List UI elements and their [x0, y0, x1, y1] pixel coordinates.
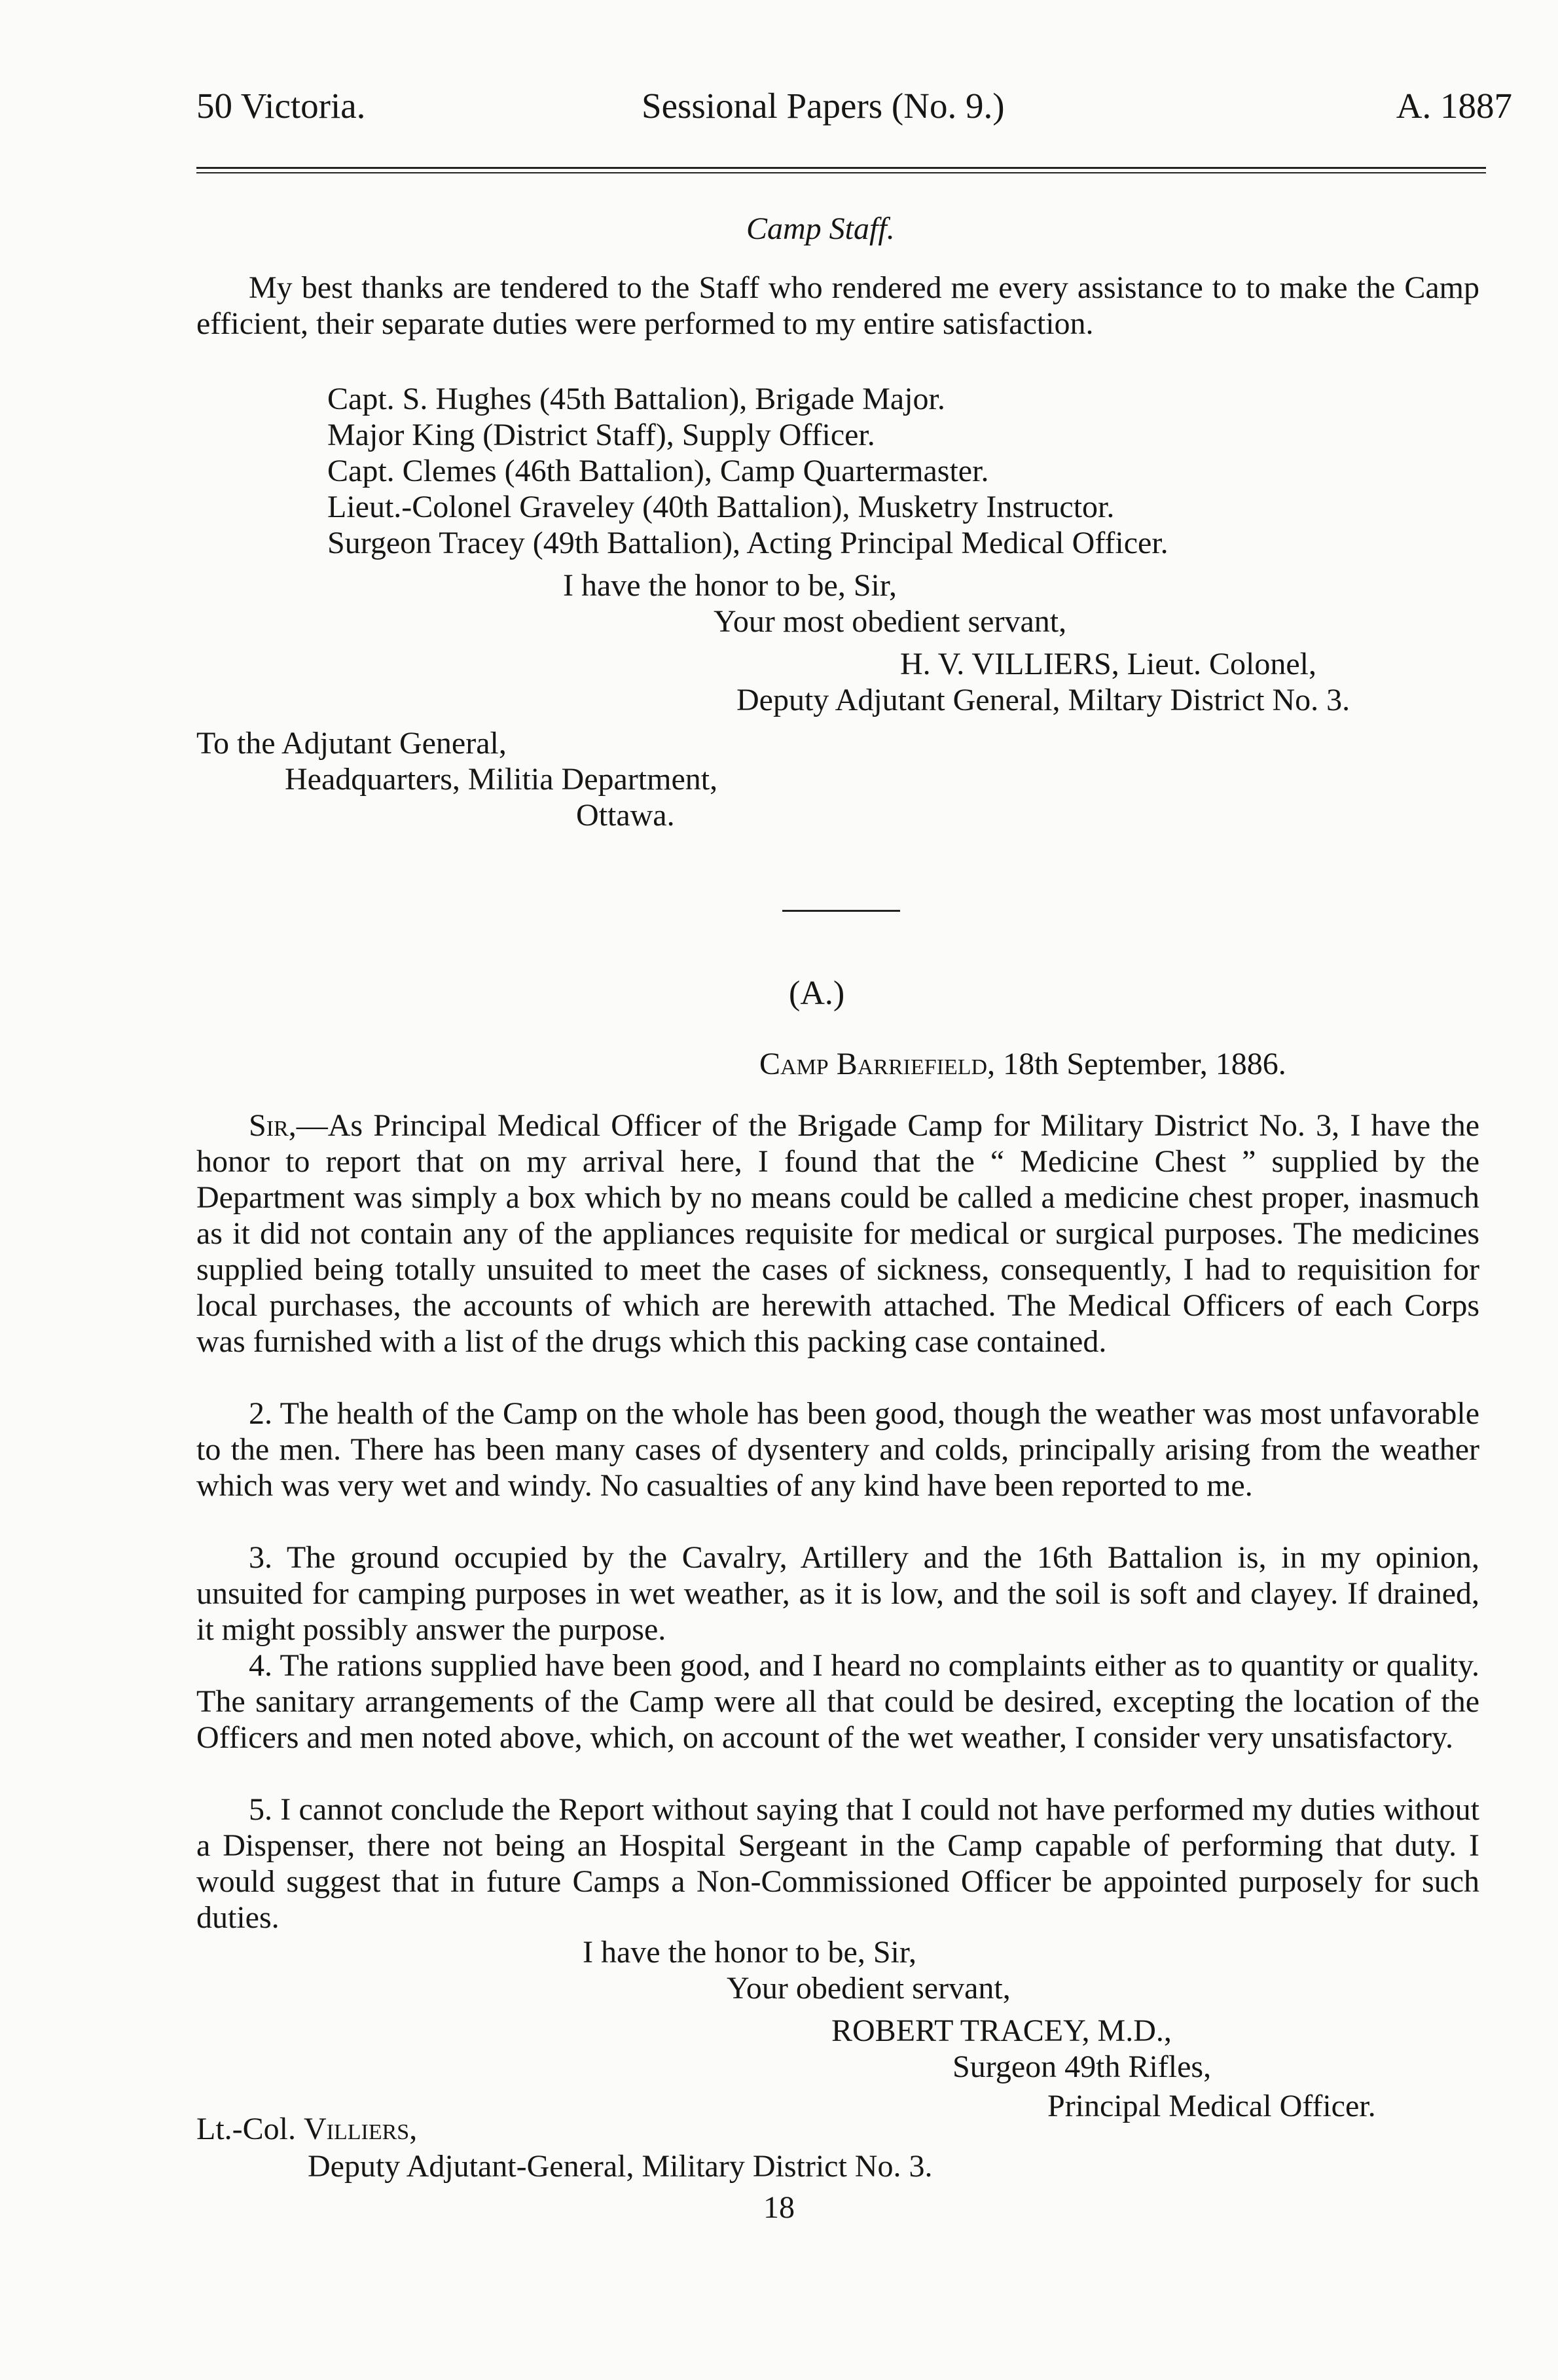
addressee-line: Ottawa.	[576, 798, 675, 833]
staff-entry: Surgeon Tracey (49th Battalion), Acting Principal Medical Officer.	[327, 526, 1168, 560]
report-addressee-name: Villiers,	[304, 2112, 418, 2146]
staff-entry: Lieut.-Colonel Graveley (40th Battalion), Musketry Instructor.	[327, 490, 1115, 524]
closing-salutation: I have the honor to be, Sir,	[563, 568, 897, 603]
report-addressee-title: Deputy Adjutant-General, Military District No. 3.	[308, 2149, 933, 2184]
report-paragraph-1	[196, 1108, 1479, 1360]
report-label: (A.)	[789, 975, 845, 1012]
report-signer-title: Principal Medical Officer.	[1047, 2089, 1376, 2123]
page-number: 18	[763, 2190, 795, 2225]
report-paragraph-1-text: ,—As Principal Medical Officer of the Brigade Camp for Military District No. 3, I have the honor to report that on my arrival here, I found that the “ Medicine Chest ” supplied by the Department was simply a box which by no means could be called a medicine chest proper, inasmuch as it did not contain any of the appliances requisite for medical or surgical purposes. The medicines supplied being totally unsuited to meet the cases of sickness, consequently, I had to requisition for local purchases, the accounts of which are herewith attached. The Medical Officers of each Corps was furnished with a list of the drugs which this packing case contained.	[196, 1108, 1479, 1359]
section-title: Camp Staff.	[746, 211, 895, 246]
report-addressee-prefix: Lt.-Col.	[196, 2112, 304, 2146]
addressee-line: Headquarters, Militia Department,	[285, 762, 718, 797]
salutation: Sir	[249, 1108, 289, 1143]
header-year: A. 1887	[1396, 86, 1512, 126]
report-paragraph-3: 3. The ground occupied by the Cavalry, Artillery and the 16th Battalion is, in my opinion, unsuited for camping purposes in wet weather, as it is low, and the soil is soft and clayey. If drained, it might possibly answer the purpose.	[196, 1540, 1479, 1647]
addressee-line: To the Adjutant General,	[196, 726, 507, 761]
page-header	[196, 85, 1512, 137]
report-place: Camp Barriefield	[759, 1047, 988, 1081]
staff-entry: Major King (District Staff), Supply Officer.	[327, 418, 875, 452]
staff-entry: Capt. S. Hughes (45th Battalion), Brigade Major.	[327, 382, 945, 416]
report-dateline	[759, 1046, 1286, 1082]
header-rule	[196, 167, 1486, 169]
report-closing-salutation: I have the honor to be, Sir,	[583, 1935, 916, 1970]
report-signer-title: Surgeon 49th Rifles,	[952, 2049, 1212, 2084]
report-paragraph-4: 4. The rations supplied have been good, and I heard no complaints either as to quantity or quality. The sanitary arrangements of the Camp were all that could be desired, excepting the location of the Officers and men noted above, which, on account of the wet weather, I consider very unsatisfactory.	[196, 1648, 1479, 1755]
closing-complimentary: Your most obedient servant,	[714, 604, 1067, 639]
report-date: , 18th September, 1886.	[987, 1047, 1286, 1081]
header-session: 50 Victoria.	[196, 86, 366, 126]
report-signer-name: ROBERT TRACEY, M.D.,	[831, 2013, 1172, 2048]
signature-title: Deputy Adjutant General, Miltary District No. 3.	[736, 683, 1350, 717]
report-paragraph-2: 2. The health of the Camp on the whole has been good, though the weather was most unfavorable to the men. There has been many cases of dysentery and colds, principally arising from the weather which was very wet and windy. No casualties of any kind have been reported to me.	[196, 1396, 1479, 1503]
report-addressee	[196, 2111, 417, 2147]
staff-intro-paragraph: My best thanks are tendered to the Staff who rendered me every assistance to to make the Camp efficient, their separate duties were performed to my entire satisfaction.	[196, 270, 1479, 341]
report-closing-complimentary: Your obedient servant,	[727, 1971, 1011, 2006]
section-separator	[782, 910, 900, 912]
header-publication: Sessional Papers (No. 9.)	[642, 86, 1005, 126]
signature-name: H. V. VILLIERS, Lieut. Colonel,	[900, 647, 1316, 681]
header-rule-secondary	[196, 172, 1486, 173]
staff-entry: Capt. Clemes (46th Battalion), Camp Quartermaster.	[327, 454, 989, 488]
report-paragraph-5: 5. I cannot conclude the Report without saying that I could not have performed my duties without a Dispenser, there not being an Hospital Sergeant in the Camp capable of performing that duty. I would suggest that in future Camps a Non-Commissioned Officer be appointed purposely for such duties.	[196, 1792, 1479, 1935]
